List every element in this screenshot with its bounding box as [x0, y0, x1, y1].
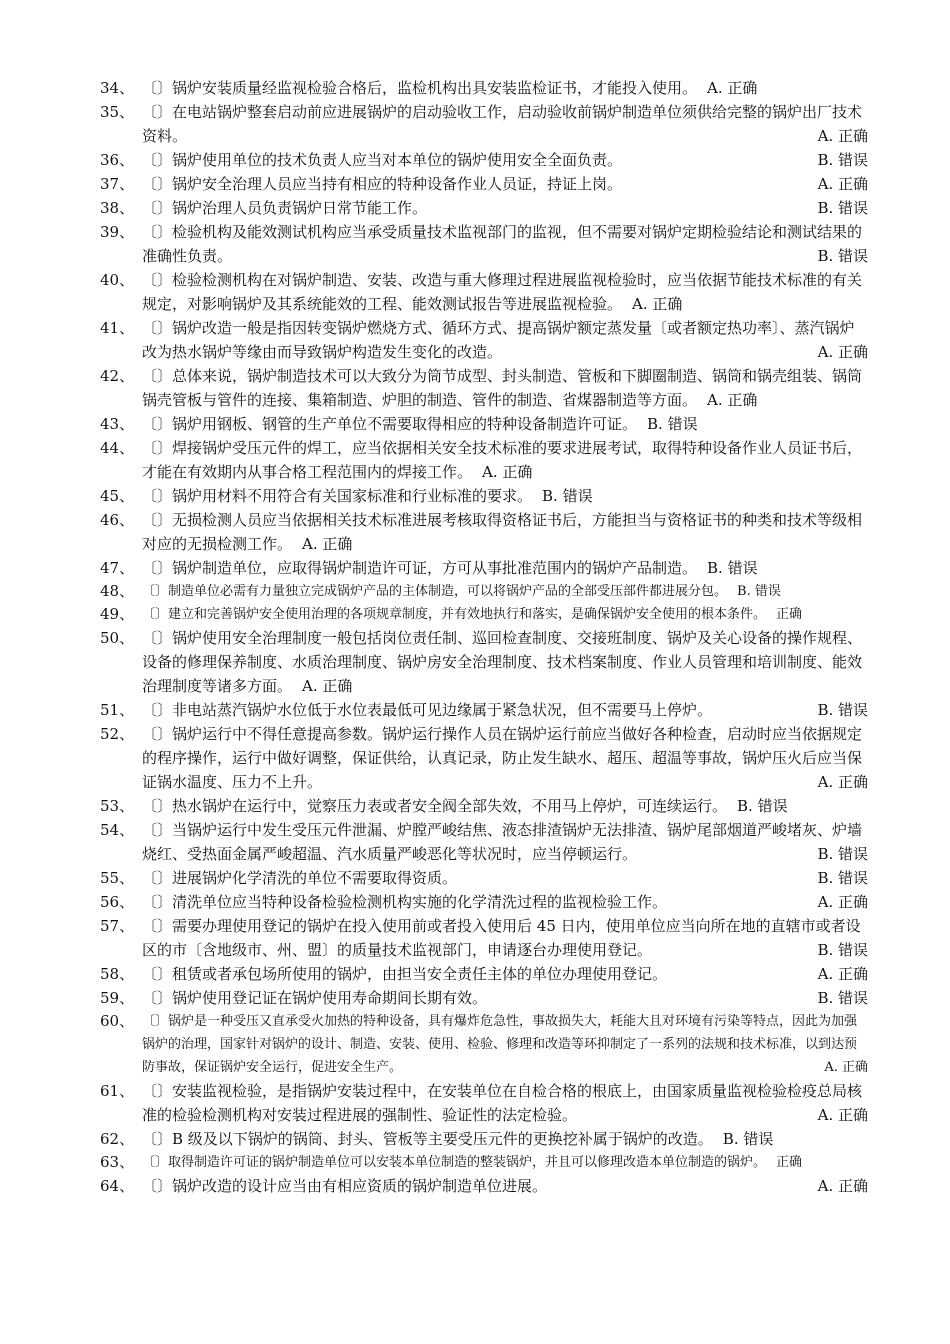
question-body: [142, 603, 868, 626]
question-number: 36、: [100, 151, 135, 169]
question-number: 61、: [100, 1082, 135, 1100]
answer-label: B. 错误: [707, 559, 758, 577]
answer-label: 正确: [776, 607, 803, 622]
question-number: 49、: [100, 605, 135, 623]
question-text: 〔〕锅炉治理人员负责锅炉日常节能工作。: [142, 199, 428, 217]
question-body: [142, 316, 868, 364]
question-text: 〔〕锅炉用材料不用符合有关国家标准和行业标准的要求。: [142, 487, 533, 505]
question-item: [0, 268, 950, 316]
question-item: [0, 364, 950, 412]
question-text: 〔〕进展锅炉化学清洗的单位不需要取得资质。: [142, 869, 458, 887]
answer-label: B. 错误: [817, 701, 868, 719]
question-item: [0, 794, 950, 818]
question-item: [0, 436, 950, 484]
question-item: [0, 818, 950, 866]
question-text: 〔〕需要办理使用登记的锅炉在投入使用前或者投入使用后 45 日内，使用单位应当向所在地的直辖市或者设区的市〔含地级市、州、盟〕的质量技术监视部门，申请逐台办理使用登记。: [142, 917, 861, 959]
question-text: 〔〕B 级及以下锅炉的锅筒、封头、管板等主要受压元件的更换挖补属于锅炉的改造。: [142, 1130, 713, 1148]
answer-label: A. 正确: [302, 677, 353, 695]
answer-label: B. 错误: [722, 1130, 774, 1148]
question-body: [142, 986, 868, 1010]
question-item: [0, 698, 950, 722]
question-item: [0, 962, 950, 986]
question-item: [0, 866, 950, 890]
answer-label: 正确: [776, 1155, 803, 1170]
answer-label: A. 正确: [707, 391, 758, 409]
answer-label: B. 错误: [817, 941, 868, 959]
question-body: [142, 1151, 868, 1174]
question-body: [142, 76, 868, 100]
answer-label: A. 正确: [817, 1106, 868, 1124]
question-item: [0, 76, 950, 100]
answer-label: B. 错误: [817, 869, 868, 887]
answer-label: A. 正确: [482, 463, 533, 481]
question-text: 〔〕锅炉使用安全治理制度一般包括岗位责任制、巡回检查制度、交接班制度、锅炉及关心设备的操作规程、设备的修理保养制度、水质治理制度、锅炉房安全治理制度、技术档案制度、作业人员管理和培训制度、能效治理制度等诸多方面。: [142, 629, 863, 695]
answer-label: A. 正确: [817, 893, 868, 911]
question-item: [0, 220, 950, 268]
question-item: [0, 556, 950, 580]
question-text: 〔〕在电站锅炉整套启动前应进展锅炉的启动验收工作，启动验收前锅炉制造单位须供给完整的锅炉出厂技术资料。: [142, 103, 863, 145]
question-text: 〔〕检验检测机构在对锅炉制造、安装、改造与重大修理过程进展监视检验时，应当依据节能技术标准的有关规定，对影响锅炉及其系统能效的工程、能效测试报告等进展监视检验。: [142, 271, 863, 313]
question-number: 40、: [100, 271, 135, 289]
question-text: 〔〕非电站蒸汽锅炉水位低于水位表最低可见边缘属于紧急状况，但不需要马上停炉。: [142, 701, 713, 719]
question-number: 47、: [100, 559, 135, 577]
question-item: [0, 1127, 950, 1151]
question-body: [142, 1079, 868, 1127]
answer-label: A. 正确: [817, 965, 868, 983]
question-body: [142, 722, 868, 794]
question-text: 〔〕安装监视检验，是指锅炉安装过程中，在安装单位在自检合格的根底上，由国家质量监视检验检疫总局核准的检验检测机构对安装过程进展的强制性、验证性的法定检验。: [142, 1082, 863, 1124]
question-body: [142, 100, 868, 148]
answer-label: B. 错误: [817, 247, 868, 265]
answer-label: B. 错误: [817, 845, 868, 863]
question-body: [142, 196, 868, 220]
question-body: [142, 1127, 868, 1151]
question-number: 41、: [100, 319, 135, 337]
answer-label: B. 错误: [542, 487, 593, 505]
question-number: 57、: [100, 917, 135, 935]
answer-label: A. 正确: [824, 1060, 868, 1075]
question-item: [0, 890, 950, 914]
answer-label: B. 错误: [817, 199, 868, 217]
question-body: [142, 556, 868, 580]
question-body: [142, 794, 868, 818]
question-item: [0, 412, 950, 436]
question-number: 55、: [100, 869, 135, 887]
question-number: 42、: [100, 367, 135, 385]
question-number: 35、: [100, 103, 135, 121]
question-body: [142, 148, 868, 172]
question-body: [142, 220, 868, 268]
question-text: 〔〕锅炉使用单位的技术负责人应当对本单位的锅炉使用安全全面负责。: [142, 151, 623, 169]
question-text: 〔〕锅炉安装质量经监视检验合格后，监检机构出具安装监检证书，才能投入使用。: [142, 79, 698, 97]
question-item: [0, 1079, 950, 1127]
question-text: 〔〕取得制造许可证的锅炉制造单位可以安装本单位制造的整装锅炉，并且可以修理改造本单位制造的锅炉。: [142, 1155, 767, 1170]
question-body: [142, 890, 868, 914]
question-item: [0, 914, 950, 962]
question-item: [0, 580, 950, 603]
answer-label: A. 正确: [632, 295, 683, 313]
question-text: 〔〕总体来说，锅炉制造技术可以大致分为筒节成型、封头制造、管板和下脚圈制造、锅筒和锅壳组装、锅筒锅壳管板与管件的连接、集箱制造、炉胆的制造、管件的制造、省煤器制造等方面。: [142, 367, 863, 409]
question-number: 53、: [100, 797, 135, 815]
answer-label: A. 正确: [817, 127, 868, 145]
question-item: [0, 196, 950, 220]
question-item: [0, 1151, 950, 1174]
question-text: 〔〕热水锅炉在运行中，觉察压力表或者安全阀全部失效，不用马上停炉，可连续运行。: [142, 797, 728, 815]
answer-label: A. 正确: [817, 175, 868, 193]
question-number: 59、: [100, 989, 135, 1007]
question-number: 34、: [100, 79, 135, 97]
answer-label: A. 正确: [817, 343, 868, 361]
question-item: [0, 172, 950, 196]
question-text: 〔〕锅炉改造的设计应当由有相应资质的锅炉制造单位进展。: [142, 1177, 548, 1195]
question-text: 〔〕锅炉制造单位，应取得锅炉制造许可证，方可从事批准范围内的锅炉产品制造。: [142, 559, 698, 577]
question-number: 38、: [100, 199, 135, 217]
question-number: 45、: [100, 487, 135, 505]
question-text: 〔〕锅炉用钢板、钢管的生产单位不需要取得相应的特种设备制造许可证。: [142, 415, 638, 433]
question-body: [142, 1174, 868, 1198]
answer-label: B. 错误: [647, 415, 698, 433]
question-text: 〔〕锅炉使用登记证在锅炉使用寿命期间长期有效。: [142, 989, 488, 1007]
question-item: [0, 722, 950, 794]
question-text: 〔〕锅炉运行中不得任意提高参数。锅炉运行操作人员在锅炉运行前应当做好各种检查，启动时应当依据规定的程序操作，运行中做好调整，保证供给，认真记录，防止发生缺水、超压、超温等事故，锅炉压火后应当保证锅水温度、压力不上升。: [142, 725, 863, 791]
question-item: [0, 626, 950, 698]
question-text: 〔〕检验机构及能效测试机构应当承受质量技术监视部门的监视，但不需要对锅炉定期检验结论和测试结果的准确性负责。: [142, 223, 863, 265]
answer-label: B. 错误: [737, 584, 781, 599]
question-text: 〔〕锅炉安全治理人员应当持有相应的特种设备作业人员证，持证上岗。: [142, 175, 623, 193]
question-body: [142, 484, 868, 508]
answer-label: B. 错误: [737, 797, 788, 815]
question-text: 〔〕无损检测人员应当依据相关技术标准进展考核取得资格证书后，方能担当与资格证书的种类和技术等级相对应的无损检测工作。: [142, 511, 863, 553]
question-number: 54、: [100, 821, 135, 839]
question-item: [0, 484, 950, 508]
question-body: [142, 508, 868, 556]
question-text: 〔〕租赁或者承包场所使用的锅炉，由担当安全责任主体的单位办理使用登记。: [142, 965, 668, 983]
question-text: 〔〕建立和完善锅炉安全使用治理的各项规章制度，并有效地执行和落实，是确保锅炉安全使用的根本条件。: [142, 607, 767, 622]
question-number: 50、: [100, 629, 135, 647]
question-number: 62、: [100, 1130, 135, 1148]
question-body: [142, 436, 868, 484]
question-item: [0, 148, 950, 172]
question-number: 63、: [100, 1153, 135, 1171]
answer-label: B. 错误: [817, 151, 868, 169]
question-number: 44、: [100, 439, 135, 457]
question-text: 〔〕锅炉是一种受压又直承受火加热的特种设备，具有爆炸危急性，事故损失大，耗能大且对环境有污染等特点，因此为加强锅炉的治理，国家针对锅炉的设计、制造、安装、使用、检验、修理和改造等环抑制定了一系列的法规和技术标准，以到达预防事故，保证锅炉安全运行，促进安全生产。: [142, 1014, 858, 1075]
question-number: 60、: [100, 1012, 135, 1030]
question-body: [142, 364, 868, 412]
question-number: 52、: [100, 725, 135, 743]
question-item: [0, 986, 950, 1010]
answer-label: A. 正确: [817, 1177, 868, 1195]
question-body: [142, 626, 868, 698]
question-number: 43、: [100, 415, 135, 433]
question-body: [142, 1010, 868, 1079]
question-body: [142, 698, 868, 722]
question-number: 51、: [100, 701, 135, 719]
question-number: 39、: [100, 223, 135, 241]
answer-label: A. 正确: [302, 535, 353, 553]
question-number: 64、: [100, 1177, 135, 1195]
question-body: [142, 962, 868, 986]
question-number: 48、: [100, 582, 135, 600]
question-body: [142, 412, 868, 436]
question-list: [0, 76, 950, 1198]
question-item: [0, 316, 950, 364]
question-body: [142, 914, 868, 962]
question-body: [142, 172, 868, 196]
question-item: [0, 1010, 950, 1079]
question-text: 〔〕制造单位必需有力量独立完成锅炉产品的主体制造，可以将锅炉产品的全部受压部件都进展分包。: [142, 584, 728, 599]
question-text: 〔〕当锅炉运行中发生受压元件泄漏、炉膛严峻结焦、液态排渣锅炉无法排渣、锅炉尾部烟道严峻堵灰、炉墙烧红、受热面金属严峻超温、汽水质量严峻恶化等状况时，应当停顿运行。: [142, 821, 863, 863]
question-item: [0, 100, 950, 148]
question-body: [142, 580, 868, 603]
question-number: 56、: [100, 893, 135, 911]
question-text: 〔〕焊接锅炉受压元件的焊工，应当依据相关安全技术标准的要求进展考试，取得特种设备作业人员证书后，才能在有效期内从事合格工程范围内的焊接工作。: [142, 439, 863, 481]
question-number: 58、: [100, 965, 135, 983]
answer-label: A. 正确: [707, 79, 758, 97]
answer-label: B. 错误: [817, 989, 868, 1007]
question-item: [0, 603, 950, 626]
answer-label: A. 正确: [817, 773, 868, 791]
question-body: [142, 818, 868, 866]
question-number: 37、: [100, 175, 135, 193]
question-item: [0, 1174, 950, 1198]
question-body: [142, 866, 868, 890]
question-body: [142, 268, 868, 316]
question-text: 〔〕清洗单位应当特种设备检验检测机构实施的化学清洗过程的监视检验工作。: [142, 893, 668, 911]
question-number: 46、: [100, 511, 135, 529]
question-item: [0, 508, 950, 556]
question-text: 〔〕锅炉改造一般是指因转变锅炉燃烧方式、循环方式、提高锅炉额定蒸发量〔或者额定热功率〕、蒸汽锅炉改为热水锅炉等缘由而导致锅炉构造发生变化的改造。: [142, 319, 855, 361]
